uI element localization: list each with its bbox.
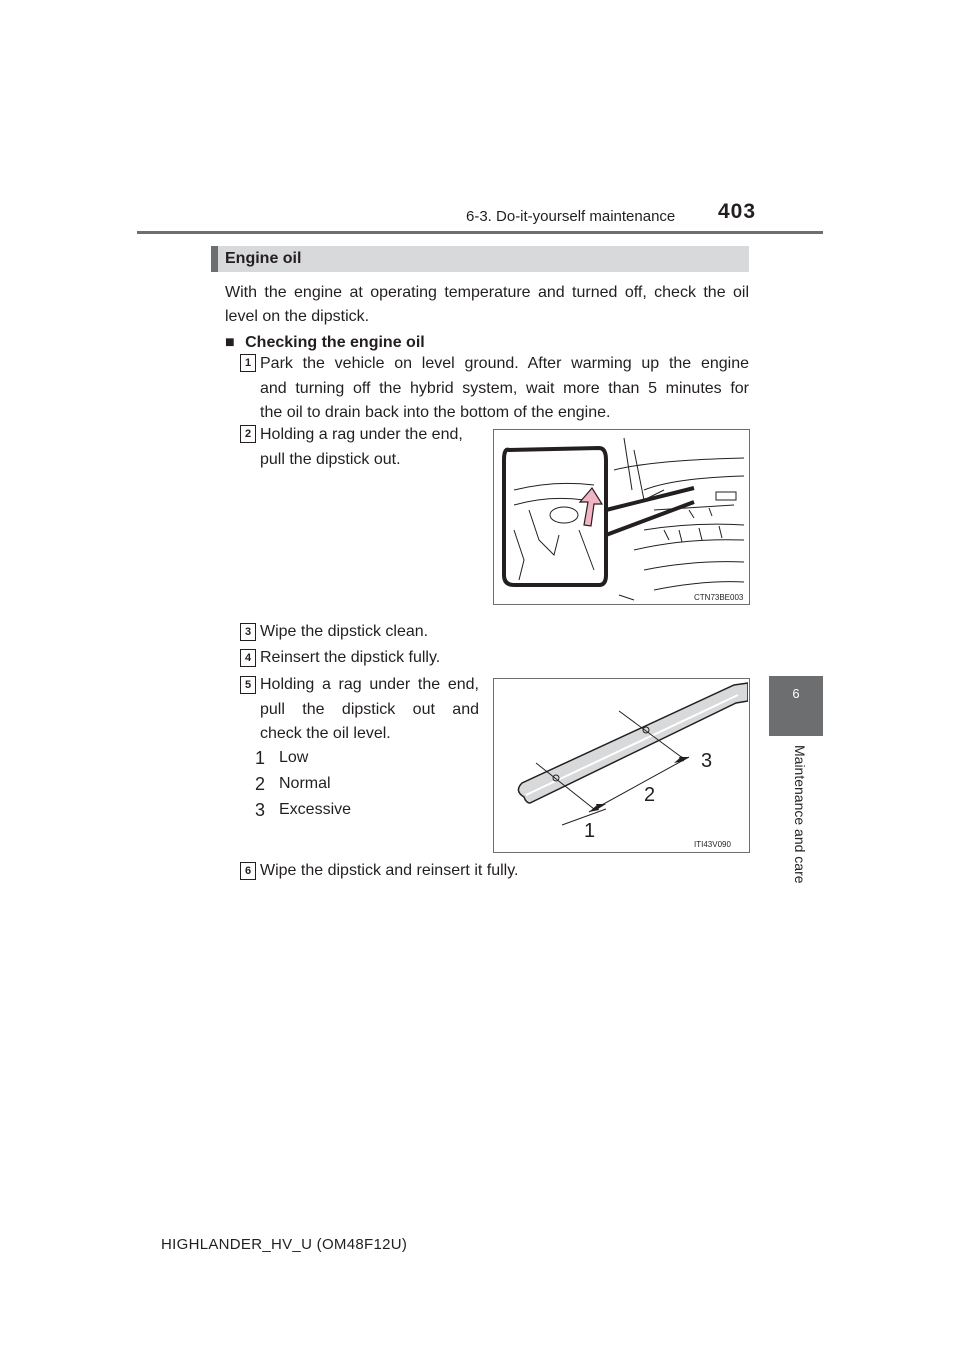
header-rule <box>137 231 823 234</box>
svg-text:1: 1 <box>255 748 266 768</box>
callout-1: 1 <box>584 820 596 842</box>
step-5-line-2: pull the dipstick out and <box>260 701 479 718</box>
subheading-marker: ■ <box>225 334 235 351</box>
step-3-line-1: Wipe the dipstick clean. <box>260 623 429 640</box>
step-5-line-1: Holding a rag under the end, <box>260 676 479 693</box>
chapter-tab-label: Maintenance and care <box>792 745 808 884</box>
step-6-line-1: Wipe the dipstick and reinsert it fully. <box>260 862 519 879</box>
step-3-number: 3 <box>240 623 256 641</box>
step-5-number: 5 <box>240 676 256 694</box>
figure-2-code: ITI43V090 <box>694 840 731 849</box>
figure-1-code: CTN73BE003 <box>694 593 744 602</box>
step-2-line-2: pull the dipstick out. <box>260 451 401 468</box>
engine-bay-illustration <box>494 430 748 603</box>
intro-line-1: With the engine at operating temperature and turned off, check the oil <box>225 284 749 301</box>
subheading-text: Checking the engine oil <box>245 334 425 351</box>
callout-3: 3 <box>701 750 713 772</box>
step-4-line-1: Reinsert the dipstick fully. <box>260 649 441 666</box>
step-5-line-3: check the oil level. <box>260 725 391 742</box>
step-1-line-2: and turning off the hybrid system, wait more than 5 minutes for <box>260 380 749 397</box>
intro-line-2: level on the dipstick. <box>225 308 370 325</box>
chapter-tab-number: 6 <box>792 686 800 701</box>
figure-dipstick-levels <box>493 678 750 853</box>
oil-level-label: Normal <box>279 775 331 792</box>
oil-level-number-2-icon <box>253 773 271 795</box>
step-1-line-1: Park the vehicle on level ground. After warming up the engine <box>260 355 749 372</box>
footer-model: HIGHLANDER_HV_U (OM48F12U) <box>161 1236 408 1253</box>
running-header-section: 6-3. Do-it-yourself maintenance <box>466 208 676 225</box>
oil-level-number-3-icon <box>253 799 271 821</box>
step-1-line-3: the oil to drain back into the bottom of the engine. <box>260 404 611 421</box>
chapter-tab <box>769 676 823 736</box>
step-2-number: 2 <box>240 425 256 443</box>
figure-dipstick-pull <box>493 429 750 605</box>
callout-2: 2 <box>644 784 656 806</box>
oil-level-label: Excessive <box>279 801 352 818</box>
section-title: Engine oil <box>225 250 302 267</box>
step-1-number: 1 <box>240 354 256 372</box>
step-6-number: 6 <box>240 862 256 880</box>
dipstick-illustration <box>494 679 748 851</box>
page-number: 403 <box>718 200 757 223</box>
svg-text:3: 3 <box>255 800 266 820</box>
oil-level-label: Low <box>279 749 309 766</box>
step-4-number: 4 <box>240 649 256 667</box>
step-2-line-1: Holding a rag under the end, <box>260 426 463 443</box>
oil-level-number-1-icon <box>253 747 271 769</box>
svg-text:2: 2 <box>255 774 266 794</box>
